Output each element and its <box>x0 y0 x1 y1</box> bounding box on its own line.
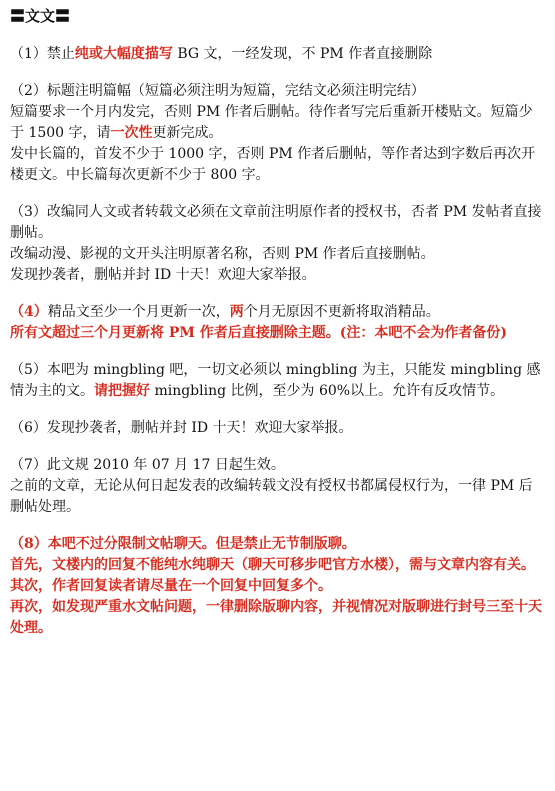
rule-2-line-3: 发中长篇的，首发不少于 1000 字，否则 PM 作者后删帖，等作者达到字数后再次开楼更文。中长篇每次更新不少于 800 字。 <box>10 146 536 183</box>
rule-2-highlight: 一次性 <box>110 125 153 141</box>
rule-8-line-3: 其次，作者回复读者请尽量在一个回复中回复多个。 <box>10 578 332 594</box>
rule-6-line-1: （6）发现抄袭者，删帖并封 ID 十天！欢迎大家举报。 <box>10 420 353 436</box>
rule-1-prefix: （1）禁止 <box>10 46 75 62</box>
rule-3 <box>10 202 543 286</box>
rule-3-line-1: （3）改编同人文或者转载文必须在文章前注明原作者的授权书，否者 PM 发帖者直接删帖。 <box>10 204 542 241</box>
rule-5-text: （5）本吧为 mingbling 吧，一切文必须以 mingbling 为主，只能发 mingbling 感情为主的文。 <box>10 362 541 399</box>
rule-8 <box>10 534 543 639</box>
rule-5 <box>10 360 543 402</box>
rule-1-suffix: BG 文，一经发现，不 PM 作者直接删除 <box>172 46 433 62</box>
rule-3-line-2: 改编动漫、影视的文开头注明原著名称，否则 PM 作者后直接删帖。 <box>10 246 435 262</box>
rule-4-line-2: 所有文超过三个月更新将 PM 作者后直接删除主题。(注：本吧不会为作者备份) <box>10 325 508 341</box>
rule-2-line-2-text: 短篇要求一个月内发完，否则 PM 作者后删帖。待作者写完后重新开楼贴文。短篇少于 1500 字，请 <box>10 104 533 141</box>
rule-7 <box>10 455 543 518</box>
rule-2-line-1: （2）标题注明篇幅（短篇必须注明为短篇，完结文必须注明完结） <box>10 83 425 99</box>
rule-5-line <box>10 360 543 402</box>
rule-2-line-2-tail: 更新完成。 <box>152 125 223 141</box>
rule-6 <box>10 418 543 439</box>
doc-title: 〓文文〓 <box>10 7 71 25</box>
rule-7-line-2: 之前的文章，无论从何日起发表的改编转载文没有授权书都属侵权行为，一律 PM 后删帖处理。 <box>10 478 533 515</box>
rule-1-highlight: 纯或大幅度描写 <box>74 46 173 62</box>
rule-7-line-1: （7）此文规 2010 年 07 月 17 日起生效。 <box>10 457 285 473</box>
rule-8-line-1: （8）本吧不过分限制文帖聊天。但是禁止无节制版聊。 <box>10 536 356 552</box>
rule-2 <box>10 81 543 186</box>
rule-4 <box>10 302 543 344</box>
rule-8-line-4: 再次，如发现严重水文帖问题，一律删除版聊内容，并视情况对版聊进行封号三至十天处理。 <box>10 599 542 636</box>
rule-4-mid: 精品文至少一个月更新一次， <box>47 304 230 320</box>
rule-4-line-1 <box>10 302 543 323</box>
rule-2-line-2 <box>10 102 543 144</box>
rule-1 <box>10 44 543 65</box>
rule-4-tail: 个月无原因不更新将取消精品。 <box>243 304 440 320</box>
rule-3-line-3: 发现抄袭者，删帖并封 ID 十天！欢迎大家举报。 <box>10 267 316 283</box>
rule-1-line <box>10 44 543 65</box>
rule-5-highlight: 请把握好 <box>94 383 150 399</box>
rule-8-line-2: 首先，文楼内的回复不能纯水纯聊天（聊天可移步吧官方水楼），需与文章内容有关。 <box>10 557 535 573</box>
rule-4-prefix: （4） <box>10 304 48 320</box>
rule-4-highlight: 两 <box>229 304 244 320</box>
rule-5-tail: mingbling 比例，至少为 60%以上。允许有反攻情节。 <box>150 383 505 399</box>
